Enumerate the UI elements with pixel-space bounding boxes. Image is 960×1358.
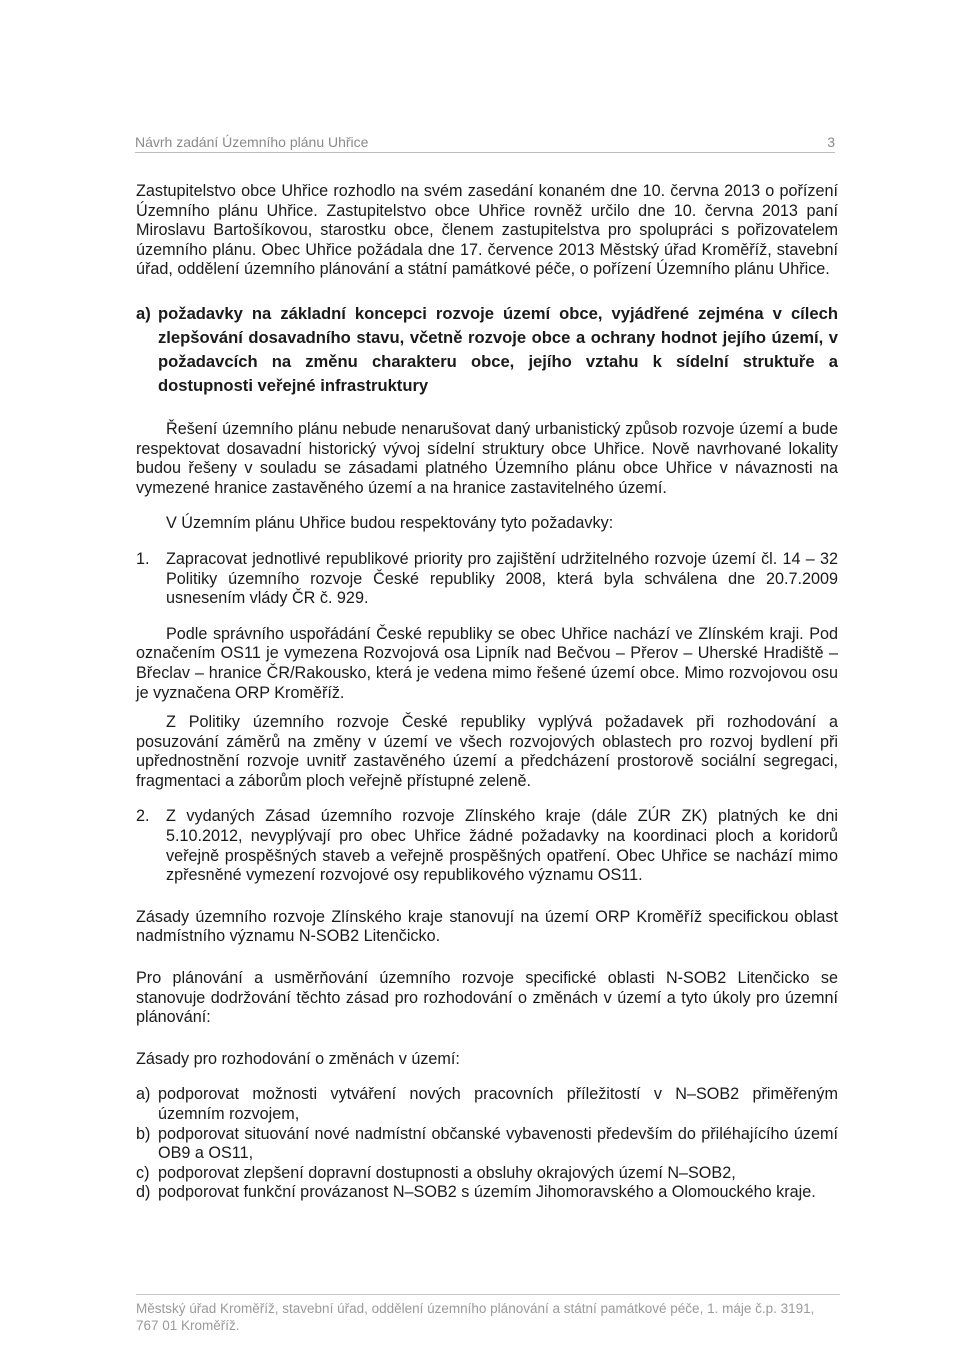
list-item-mark: b) xyxy=(136,1124,151,1143)
list-item-mark: a) xyxy=(136,1085,151,1104)
section-a-mark: a) xyxy=(136,303,151,323)
list-item-mark: c) xyxy=(136,1163,150,1182)
item-text: Zapracovat jednotlivé republikové priority pro zajištění udržitelného rozvoje území čl. 14 – 32 Politiky územního rozvoje České republiky 2008, která byla schválena dne 20.7.2009 usnesením vlády ČR č. 929. xyxy=(166,549,838,608)
item-number: 1. xyxy=(136,549,150,568)
list-item xyxy=(136,1085,838,1124)
list-item-text: podporovat situování nové nadmístní občanské vybavenosti především do přiléhajícího území OB9 a OS11, xyxy=(158,1124,838,1163)
item-text: Z vydaných Zásad územního rozvoje Zlínského kraje (dále ZÚR ZK) platných ke dni 5.10.2012, nevyplývají pro obec Uhřice žádné požadavky na koordinaci ploch a koridorů veřejně prospěšných staveb a veřejně prospěšných opatření. Obec Uhřice se nachází mimo zpřesněné vymezení rozvojové osy republikového významu OS11. xyxy=(166,807,838,885)
list-item xyxy=(136,1125,838,1164)
paragraph-requirements-intro: V Územním plánu Uhřice budou respektovány tyto požadavky: xyxy=(166,514,614,533)
section-a-heading xyxy=(136,302,838,398)
principles-list xyxy=(136,1085,838,1203)
intro-paragraph: Zastupitelstvo obce Uhřice rozhodlo na svém zasedání konaném dne 10. června 2013 o pořízení Územního plánu Uhřice. Zastupitelstvo obce Uhřice rovněž určilo dne 10. června 2013 paní Miroslavu Bartošíkovou, starostku obce, členem zastupitelstva pro spolupráci s pořizovatelem územního plánu. Obec Uhřice požádala dne 17. července 2013 Městský úřad Kroměříž, stavební úřad, oddělení územního plánování a státní památkové péče, o pořízení Územního plánu Uhřice. xyxy=(136,182,838,279)
paragraph-decision-principles: Zásady pro rozhodování o změnách v území: xyxy=(136,1049,460,1068)
list-item xyxy=(136,1164,838,1184)
running-header xyxy=(135,134,835,153)
numbered-item-2 xyxy=(136,807,838,885)
paragraph-policy: Z Politiky územního rozvoje České republiky vyplývá požadavek při rozhodování a posuzování záměrů na změny v území ve všech rozvojových oblastech pro rozvoj bydlení při upřednostnění rozvoje uvnitř zastavěného území a předcházení prostorově sociální segregaci, fragmentaci a záborům ploch veřejně přístupné zeleně. xyxy=(136,713,838,790)
paragraph-reseni: Řešení územního plánu nebude nenarušovat daný urbanistický způsob rozvoje území a bude respektovat dosavadní historický vývoj sídelní struktury obce Uhřice. Nově navrhované lokality budou řešeny v souladu se zásadami platného Územního plánu obce Uhřice v návaznosti na vymezené hranice zastavěného území a na hranice zastavitelného území. xyxy=(136,419,838,497)
list-item-text: podporovat možnosti vytváření nových pracovních příležitostí v N–SOB2 přiměřeným územním rozvojem, xyxy=(158,1085,838,1123)
list-item-mark: d) xyxy=(136,1183,151,1202)
list-item-text: podporovat funkční provázanost N–SOB2 s územím Jihomoravského a Olomouckého kraje. xyxy=(158,1183,816,1202)
header-title: Návrh zadání Územního plánu Uhřice xyxy=(135,134,369,150)
item-number: 2. xyxy=(136,807,150,826)
numbered-item-1 xyxy=(136,550,838,609)
footer-address-line-2: 767 01 Kroměříž. xyxy=(136,1318,240,1333)
page-footer xyxy=(136,1294,840,1334)
paragraph-regional-principles: Zásady územního rozvoje Zlínského kraje stanovují na území ORP Kroměříž specifickou oblast nadmístního významu N-SOB2 Litenčicko. xyxy=(136,907,838,946)
list-item xyxy=(136,1183,838,1203)
page-number: 3 xyxy=(827,134,835,150)
paragraph-administrative: Podle správního uspořádání České republiky se obec Uhřice nachází ve Zlínském kraji. Pod označením OS11 je vymezena Rozvojová osa Lipník nad Bečvou – Přerov – Uherské Hradiště – Břeclav – hranice ČR/Rakousko, která je vedena mimo řešené území obce. Mimo rozvojovou osu je vyznačena ORP Kroměříž. xyxy=(136,624,838,702)
list-item-text: podporovat zlepšení dopravní dostupnosti a obsluhy okrajových území N–SOB2, xyxy=(158,1163,736,1182)
paragraph-planning: Pro plánování a usměrňování územního rozvoje specifické oblasti N-SOB2 Litenčicko se stanovuje dodržování těchto zásad pro rozhodování o změnách v území a tyto úkoly pro územní plánování: xyxy=(136,969,838,1027)
section-a-title: požadavky na základní koncepci rozvoje území obce, vyjádřené zejména v cílech zlepšování dosavadního stavu, včetně rozvoje obce a ochrany hodnot jejího území, v požadavcích na změnu charakteru obce, jejího vztahu k sídelní struktuře a dostupnosti veřejné infrastruktury xyxy=(158,303,838,395)
document-body xyxy=(136,182,838,1203)
footer-address-line-1: Městský úřad Kroměříž, stavební úřad, oddělení územního plánování a státní památkové péče, 1. máje č.p. 3191, xyxy=(136,1301,815,1316)
